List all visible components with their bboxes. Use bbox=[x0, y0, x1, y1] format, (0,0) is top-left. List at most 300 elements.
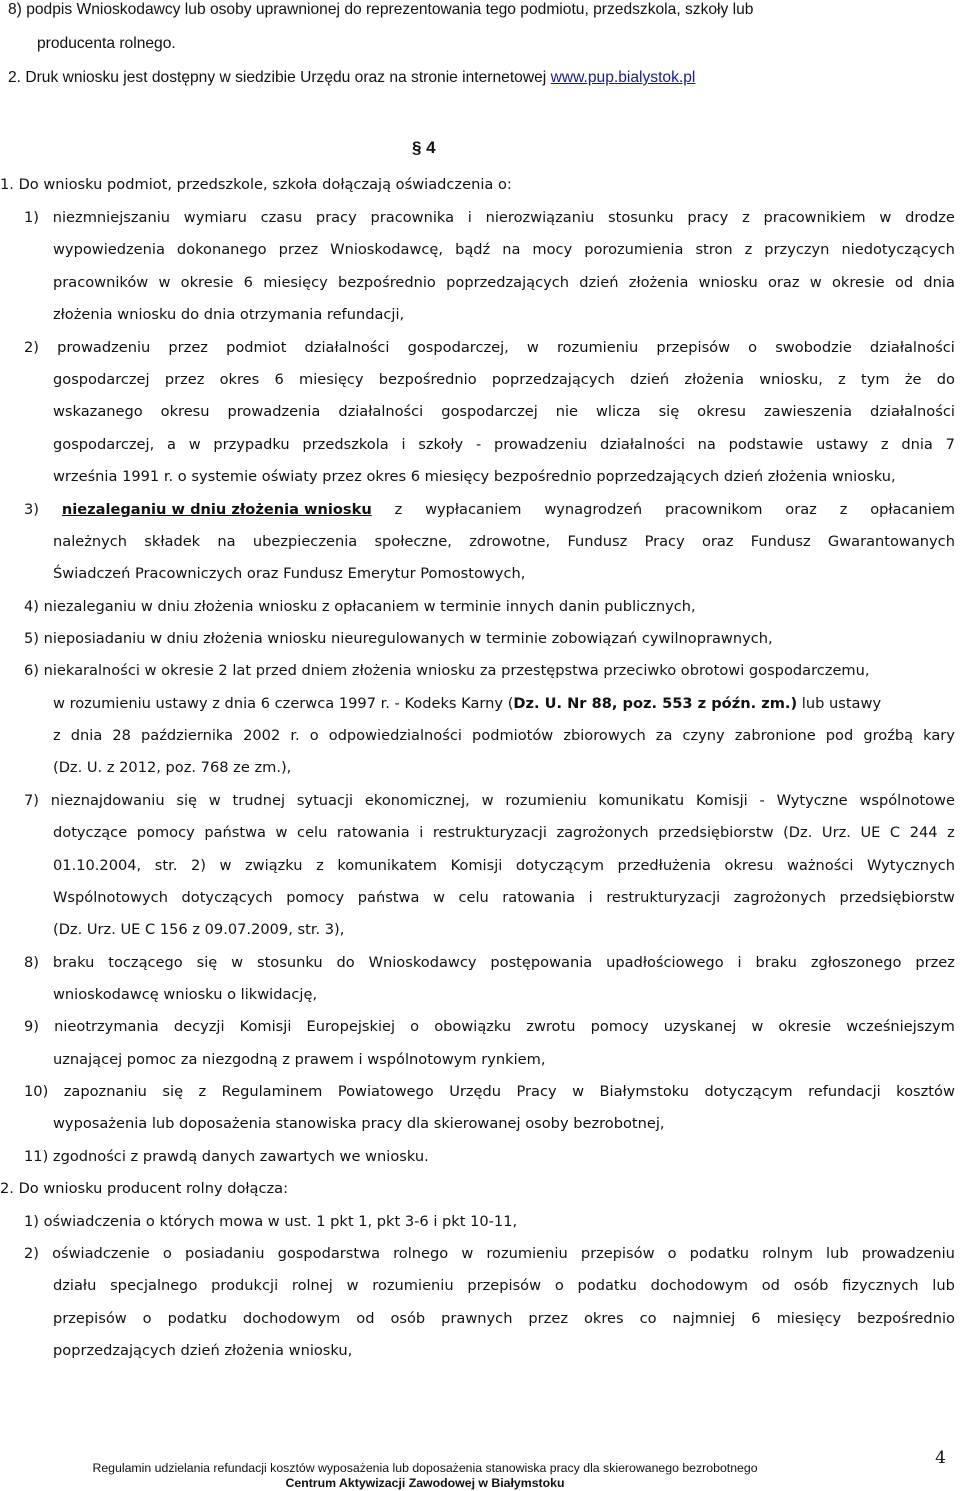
word: przepisów bbox=[467, 1277, 542, 1294]
word: nierozwiązaniu bbox=[485, 209, 595, 226]
line-text: 1) oświadczenia o których mowa w ust. 1 pkt 1, pkt 3-6 i pkt 10-11, bbox=[24, 1213, 518, 1230]
word: z bbox=[742, 209, 750, 226]
text-line bbox=[0, 175, 512, 195]
word: podatku bbox=[577, 1277, 637, 1294]
word: podmiotów bbox=[472, 727, 554, 744]
word: 28 bbox=[112, 727, 131, 744]
word: rozumieniu bbox=[372, 1277, 454, 1294]
word: wskazanego bbox=[53, 403, 143, 420]
word: Komisji bbox=[695, 792, 748, 809]
word: Urz. bbox=[821, 824, 851, 841]
word: pracownikiem bbox=[763, 209, 866, 226]
word: dochodowym bbox=[650, 1277, 748, 1294]
word: z bbox=[394, 501, 403, 518]
text-line bbox=[53, 467, 896, 487]
word: braku bbox=[52, 954, 95, 971]
word: w bbox=[572, 1083, 585, 1100]
word: Powiatowego bbox=[337, 1083, 434, 1100]
word: wlicza bbox=[595, 403, 641, 420]
word: ubezpieczenia bbox=[252, 533, 358, 550]
word: gospodarczej bbox=[53, 371, 150, 388]
word: w bbox=[208, 792, 221, 809]
word: prowadzenia bbox=[227, 403, 321, 420]
word: w bbox=[481, 792, 494, 809]
word: pracy bbox=[687, 209, 729, 226]
word: działalności bbox=[599, 436, 685, 453]
text-line bbox=[24, 953, 955, 973]
word: ratowania bbox=[336, 824, 410, 841]
word: o bbox=[142, 1310, 152, 1327]
word: pracownikom bbox=[664, 501, 763, 518]
word: bezpośrednio bbox=[857, 1310, 955, 1327]
word: zabronione bbox=[734, 727, 816, 744]
website-link[interactable]: www.pup.bialystok.pl bbox=[550, 69, 696, 86]
word: szkoły bbox=[418, 436, 464, 453]
text-line bbox=[53, 402, 955, 422]
word: Europejskiej bbox=[306, 1018, 396, 1035]
word: mocy bbox=[532, 241, 573, 258]
text-line bbox=[53, 273, 955, 293]
word: 3) bbox=[24, 501, 39, 518]
word: wcześniejszym bbox=[846, 1018, 955, 1035]
text-line bbox=[53, 1050, 546, 1070]
word: decyzji bbox=[173, 1018, 225, 1035]
line-text: 2. Do wniosku producent rolny dołącza: bbox=[0, 1180, 289, 1197]
line-text: 4) niezaleganiu w dniu złożenia wniosku z opłacaniem w terminie innych danin publicznych, bbox=[24, 598, 696, 615]
line-text: (Dz. U. z 2012, poz. 768 ze zm.), bbox=[53, 759, 292, 776]
word: z bbox=[744, 241, 753, 258]
word: prowadzeniu bbox=[493, 436, 588, 453]
text-line bbox=[24, 1147, 429, 1167]
word: tym bbox=[861, 371, 890, 388]
text-line bbox=[24, 629, 773, 649]
word: w bbox=[188, 436, 201, 453]
word: niezmniejszaniu bbox=[52, 209, 171, 226]
bold-citation: Dz. U. Nr 88, poz. 553 z późn. zm.) bbox=[513, 695, 798, 712]
word: okres bbox=[219, 371, 260, 388]
word: w bbox=[526, 339, 539, 356]
word: przez bbox=[278, 241, 319, 258]
word: oświadczenie bbox=[52, 1245, 150, 1262]
word: dochodowym bbox=[242, 1310, 341, 1327]
word: z bbox=[880, 436, 889, 453]
word: rolnej bbox=[291, 1277, 333, 1294]
word: poprzedzających bbox=[446, 274, 570, 291]
word: w bbox=[432, 889, 445, 906]
word: dotyczących bbox=[181, 889, 273, 906]
word: r. bbox=[290, 727, 300, 744]
text-line bbox=[24, 661, 870, 681]
text-line bbox=[53, 920, 344, 940]
word: o bbox=[748, 339, 758, 356]
word: bezpośrednio bbox=[378, 371, 477, 388]
word: swobodzie bbox=[775, 339, 852, 356]
word: celu bbox=[297, 824, 328, 841]
word: C bbox=[889, 824, 901, 841]
word: - bbox=[475, 436, 482, 453]
word: zawieszenia bbox=[763, 403, 853, 420]
word: działu bbox=[53, 1277, 97, 1294]
text-line bbox=[53, 240, 955, 260]
word: przez bbox=[528, 1310, 568, 1327]
word: w bbox=[219, 857, 232, 874]
word: zdrowotne, bbox=[469, 533, 551, 550]
text-line bbox=[53, 1114, 665, 1134]
word: z bbox=[53, 727, 61, 744]
word: w bbox=[275, 824, 288, 841]
word: dzień bbox=[579, 274, 619, 291]
word: trudnej bbox=[232, 792, 286, 809]
line-text: września 1991 r. o systemie oświaty przez okres 6 miesięcy bezpośrednio poprzedzających dzień złożenia wniosku, bbox=[53, 468, 896, 485]
word: okres bbox=[583, 1310, 624, 1327]
text-line bbox=[24, 1082, 955, 1102]
word: zgłoszonego bbox=[810, 954, 902, 971]
word: Wnioskodawcy bbox=[368, 954, 477, 971]
word: a bbox=[166, 436, 176, 453]
word: podstawie bbox=[728, 436, 804, 453]
word: się bbox=[658, 403, 680, 420]
text-line bbox=[53, 856, 955, 876]
word: 2) bbox=[190, 857, 206, 874]
word: ustawy bbox=[816, 436, 869, 453]
word: związku bbox=[245, 857, 303, 874]
word: Wspólnotowych bbox=[53, 889, 168, 906]
word: rozumieniu bbox=[505, 792, 587, 809]
word: należnych bbox=[53, 533, 128, 550]
word: z bbox=[839, 501, 848, 518]
word: od bbox=[894, 274, 914, 291]
word: przez bbox=[164, 371, 205, 388]
word: w bbox=[461, 1245, 474, 1262]
word: i bbox=[588, 889, 593, 906]
word: o bbox=[554, 1277, 564, 1294]
word: wniosku, bbox=[759, 371, 823, 388]
word: i bbox=[467, 209, 472, 226]
word: nieotrzymania bbox=[54, 1018, 159, 1035]
word: kary bbox=[923, 727, 955, 744]
word: stron bbox=[695, 241, 733, 258]
text-line bbox=[53, 564, 525, 584]
word: do bbox=[336, 954, 355, 971]
word: zwrotu bbox=[526, 1018, 576, 1035]
word: 6 bbox=[751, 1310, 761, 1327]
word: pod bbox=[825, 727, 854, 744]
word: str. bbox=[154, 857, 178, 874]
word: ekonomicznej, bbox=[364, 792, 470, 809]
word: zapoznaniu bbox=[63, 1083, 147, 1100]
word: i bbox=[737, 954, 742, 971]
word: rozumieniu bbox=[486, 1245, 568, 1262]
word: przedszkola bbox=[302, 436, 389, 453]
word: gospodarczej, bbox=[407, 339, 509, 356]
word: Pracy bbox=[644, 533, 685, 550]
line-text: 11) zgodności z prawdą danych zawartych we wniosku. bbox=[24, 1148, 429, 1165]
word: przez bbox=[915, 954, 955, 971]
word: 1) bbox=[24, 209, 39, 226]
line-text: wnioskodawcę wniosku o likwidację, bbox=[53, 986, 318, 1003]
word: dnia bbox=[923, 274, 955, 291]
footer-title: Regulamin udzielania refundacji kosztów wyposażenia lub doposażenia stanowiska pracy dla skierowanego bezrobotnego bbox=[92, 1461, 758, 1475]
line-text: poprzedzających dzień złożenia wniosku, bbox=[53, 1342, 353, 1359]
text-line bbox=[53, 435, 955, 455]
word: dzień bbox=[629, 371, 670, 388]
word: przedsiębiorstw bbox=[658, 824, 774, 841]
word: przez bbox=[168, 339, 208, 356]
word: okresie bbox=[180, 274, 234, 291]
word: pomocy bbox=[590, 1018, 649, 1035]
word: pomocy bbox=[136, 824, 195, 841]
text-line bbox=[8, 0, 753, 20]
word: celu bbox=[458, 889, 489, 906]
word: refundacji bbox=[808, 1083, 881, 1100]
word: restrukturyzacji bbox=[606, 889, 721, 906]
text-line bbox=[53, 823, 955, 843]
text-line bbox=[53, 370, 955, 390]
word: okresu bbox=[160, 403, 210, 420]
word: gospodarstwa bbox=[277, 1245, 381, 1262]
word: miesięcy bbox=[776, 1310, 842, 1327]
word: podatku bbox=[689, 1245, 750, 1262]
word: się bbox=[176, 792, 198, 809]
word: 7 bbox=[945, 436, 955, 453]
word: rolnym bbox=[762, 1245, 813, 1262]
word: października bbox=[141, 727, 234, 744]
word: i bbox=[401, 436, 406, 453]
word: działalności bbox=[304, 339, 390, 356]
line-text: 6) niekaralności w okresie 2 lat przed dniem złożenia wniosku za przestępstwa przeciwko obrotowi gospodarczemu, bbox=[24, 662, 870, 679]
line-text: (Dz. Urz. UE C 156 z 09.07.2009, str. 3), bbox=[53, 921, 345, 938]
word: 244 bbox=[909, 824, 938, 841]
word: 2002 bbox=[243, 727, 281, 744]
word: posiadaniu bbox=[184, 1245, 265, 1262]
word: lub bbox=[932, 1277, 955, 1294]
word: produkcji bbox=[211, 1277, 279, 1294]
word: kosztów bbox=[896, 1083, 955, 1100]
line-text: wyposażenia lub doposażenia stanowiska pracy dla skierowanej osoby bezrobotnej, bbox=[53, 1115, 665, 1132]
word: do bbox=[936, 371, 955, 388]
word: prawnych bbox=[441, 1310, 513, 1327]
word: o bbox=[410, 1018, 420, 1035]
word: i bbox=[419, 824, 424, 841]
text-line bbox=[53, 985, 317, 1005]
word: wynagrodzeń bbox=[544, 501, 643, 518]
word: wniosku bbox=[698, 274, 758, 291]
text-line bbox=[53, 1309, 955, 1329]
word: stosunku bbox=[256, 954, 323, 971]
word: w bbox=[346, 1277, 359, 1294]
word: specjalnego bbox=[110, 1277, 198, 1294]
word: Regulaminem bbox=[221, 1083, 323, 1100]
word: składek bbox=[144, 533, 201, 550]
word: przepisów bbox=[580, 1245, 655, 1262]
word: upadłościowego bbox=[606, 954, 724, 971]
word: rolnego bbox=[393, 1245, 449, 1262]
word: Wnioskodawcę, bbox=[330, 241, 444, 258]
word: ważności bbox=[786, 857, 854, 874]
word: od bbox=[356, 1310, 375, 1327]
word: nie bbox=[555, 403, 579, 420]
word: o bbox=[309, 727, 319, 744]
word: się bbox=[162, 1083, 184, 1100]
word: o bbox=[667, 1245, 677, 1262]
word: drodze bbox=[905, 209, 955, 226]
word: okresie bbox=[778, 1018, 832, 1035]
word: dotyczącym bbox=[704, 1083, 793, 1100]
word: najmniej bbox=[672, 1310, 736, 1327]
word: w bbox=[809, 274, 822, 291]
text-line bbox=[24, 1212, 517, 1232]
word: 01.10.2004, bbox=[53, 857, 142, 874]
word: wspólnotowe bbox=[859, 792, 955, 809]
text-line bbox=[53, 305, 404, 325]
word: wypowiedzenia bbox=[53, 241, 165, 258]
word: niedotyczących bbox=[841, 241, 955, 258]
word: zbiorowych bbox=[563, 727, 646, 744]
word: dokonanego bbox=[176, 241, 267, 258]
word: dotyczące bbox=[53, 824, 128, 841]
word: przyczyn bbox=[764, 241, 830, 258]
word: postępowania bbox=[490, 954, 593, 971]
word: dotyczącym bbox=[515, 857, 604, 874]
word: 6 bbox=[243, 274, 253, 291]
word: z bbox=[316, 857, 324, 874]
text-line bbox=[24, 500, 955, 520]
word: co bbox=[639, 1310, 657, 1327]
word: restrukturyzacji bbox=[432, 824, 547, 841]
word: Białymstoku bbox=[599, 1083, 690, 1100]
word: Komisji bbox=[450, 857, 503, 874]
word: bądź bbox=[455, 241, 491, 258]
word: pracowników bbox=[53, 274, 149, 291]
word: 7) bbox=[24, 792, 39, 809]
word: opłacaniem bbox=[870, 501, 955, 518]
word: na bbox=[502, 241, 521, 258]
word: Gwarantowanych bbox=[827, 533, 955, 550]
word: oraz bbox=[701, 533, 734, 550]
word: sytuacji bbox=[296, 792, 354, 809]
word: 8) bbox=[24, 954, 39, 971]
word: zagrożonych bbox=[733, 889, 826, 906]
word: - bbox=[759, 792, 765, 809]
word: 9) bbox=[24, 1018, 39, 1035]
text-line bbox=[53, 888, 955, 908]
word: z bbox=[198, 1083, 207, 1100]
word: odpowiedzialności bbox=[328, 727, 462, 744]
line-text: uznającej pomoc za niezgodną z prawem i wspólnotowym rynkiem, bbox=[53, 1051, 546, 1068]
underlined-phrase[interactable]: niezaleganiu w dniu złożenia wniosku bbox=[61, 501, 372, 518]
word: przedsiębiorstw bbox=[839, 889, 955, 906]
text-line bbox=[53, 758, 291, 778]
text-line bbox=[24, 338, 955, 358]
word: z bbox=[838, 371, 846, 388]
word: że bbox=[904, 371, 922, 388]
line-text: 5) nieposiadaniu w dniu złożenia wniosku nieuregulowanych w terminie zobowiązań cywilnoprawnych, bbox=[24, 630, 773, 647]
word: miesięcy bbox=[299, 371, 364, 388]
word: pomocy bbox=[286, 889, 345, 906]
word: dnia bbox=[901, 436, 933, 453]
text-line bbox=[53, 532, 955, 552]
word: porozumienia bbox=[584, 241, 684, 258]
word: przepisów bbox=[656, 339, 731, 356]
word: 10) bbox=[24, 1083, 49, 1100]
word: (Dz. bbox=[783, 824, 813, 841]
word: 2) bbox=[24, 1245, 39, 1262]
line-text: Świadczeń Pracowniczych oraz Fundusz Emerytur Pomostowych, bbox=[53, 565, 526, 582]
line-tail: lub ustawy bbox=[797, 695, 882, 712]
word: fizycznych bbox=[842, 1277, 919, 1294]
word: pracy bbox=[315, 209, 357, 226]
word: 2) bbox=[24, 339, 39, 356]
word: społeczne, bbox=[374, 533, 452, 550]
word: oraz bbox=[785, 501, 817, 518]
word: Pracy bbox=[516, 1083, 557, 1100]
line-text: 8) podpis Wnioskodawcy lub osoby uprawnionej do reprezentowania tego podmiotu, przedszkola, szkoły lub bbox=[8, 1, 754, 18]
word: czasu bbox=[260, 209, 303, 226]
word: z bbox=[947, 824, 955, 841]
word: okresu bbox=[724, 857, 774, 874]
word: na bbox=[697, 436, 716, 453]
word: okresie bbox=[831, 274, 885, 291]
text-line bbox=[24, 208, 955, 228]
text-line bbox=[37, 34, 176, 54]
text-line bbox=[53, 1276, 955, 1296]
text-line bbox=[0, 1179, 288, 1199]
line-text: w rozumieniu ustawy z dnia 6 czerwca 1997 r. - Kodeks Karny ( bbox=[53, 695, 514, 712]
word: działalności bbox=[869, 339, 955, 356]
text-line bbox=[8, 68, 695, 88]
word: Fundusz bbox=[567, 533, 628, 550]
line-text: producenta rolnego. bbox=[37, 35, 176, 52]
word: stosunku bbox=[608, 209, 674, 226]
word: złożenia bbox=[628, 274, 689, 291]
word: gospodarczej bbox=[441, 403, 538, 420]
word: za bbox=[655, 727, 673, 744]
word: od bbox=[761, 1277, 780, 1294]
text-line bbox=[24, 1244, 955, 1264]
text-line bbox=[53, 694, 881, 714]
word: Wytycznych bbox=[866, 857, 955, 874]
word: przedłużenia bbox=[617, 857, 711, 874]
word: na bbox=[217, 533, 236, 550]
word: pracownika bbox=[370, 209, 455, 226]
text-line bbox=[24, 597, 696, 617]
word: o bbox=[162, 1245, 172, 1262]
word: osób bbox=[793, 1277, 829, 1294]
word: Urzędu bbox=[449, 1083, 502, 1100]
word: podatku bbox=[167, 1310, 227, 1327]
word: nieznajdowaniu bbox=[50, 792, 165, 809]
word: groźbą bbox=[863, 727, 914, 744]
word: wymiaru bbox=[183, 209, 247, 226]
word: UE bbox=[860, 824, 881, 841]
word: w bbox=[158, 274, 171, 291]
word: Fundusz bbox=[750, 533, 811, 550]
line-text: 2. Druk wniosku jest dostępny w siedzibie Urzędu oraz na stronie internetowej bbox=[8, 69, 551, 86]
word: wypłacaniem bbox=[425, 501, 522, 518]
word: komunikatem bbox=[337, 857, 437, 874]
word: dnia bbox=[70, 727, 103, 744]
word: toczącego bbox=[108, 954, 183, 971]
word: złożenia bbox=[684, 371, 745, 388]
word: państwa bbox=[204, 824, 266, 841]
word: 6 bbox=[274, 371, 284, 388]
word: prowadzeniu bbox=[861, 1245, 955, 1262]
word: uzyskanej bbox=[663, 1018, 737, 1035]
word: okresu bbox=[697, 403, 747, 420]
word: gospodarczej, bbox=[53, 436, 155, 453]
word: przypadku bbox=[213, 436, 290, 453]
text-line bbox=[24, 791, 955, 811]
